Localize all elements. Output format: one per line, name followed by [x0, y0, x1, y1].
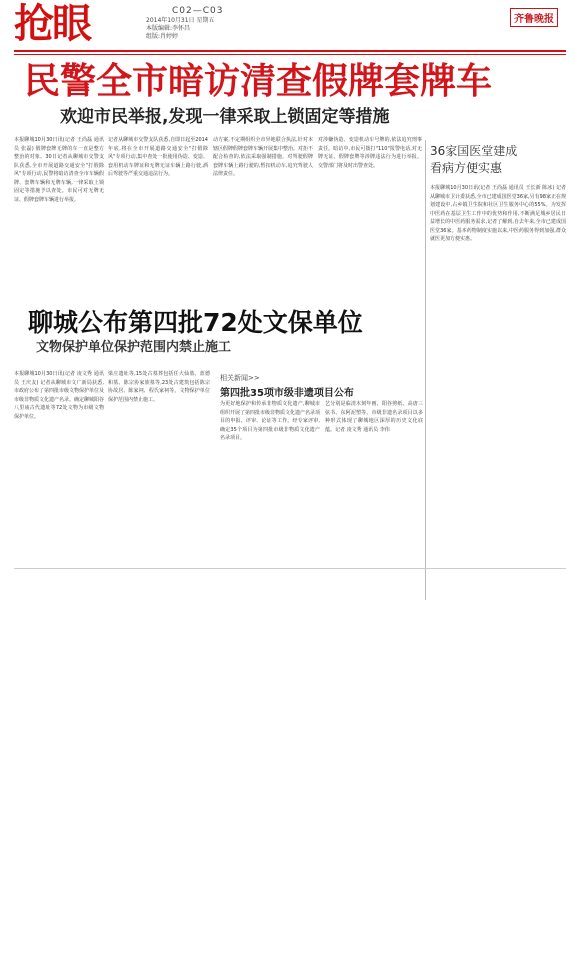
side-article-headline: 36家国医堂建成 看病方便实惠: [430, 144, 518, 175]
article1-column-4: 对涉嫌伪造、变造机动车号牌的,依法追究刑事责任。暗访中,市民可拨打"110"报警电话,对无牌无证、假牌套牌等涉牌违法行为进行举报。交警部门将及时出警查处。: [318, 137, 422, 169]
newspaper-logo: 齐鲁晚报: [510, 8, 558, 27]
article2-subhead: 文物保护单位保护范围内禁止施工: [36, 340, 232, 355]
masthead-rule: [14, 50, 566, 52]
article1-subhead: 欢迎市民举报,发现一律采取上锁固定等措施: [60, 107, 390, 127]
related-news-title: 第四批35项市级非遗项目公布: [220, 388, 354, 399]
article1-column-3: 动方案,不定期组织全市异地联合执法,针对本辖区假牌假牌套牌车辆开展集中整治。对拒不配合检查的,依法采取强制措施。对驾驶假牌套牌车辆上路行驶的,暂扣机动车,追究驾驶人法律责任。: [213, 137, 313, 177]
related-column-1: 为更好地保护和传承非物质文化遗产,聊城市组织开展了第四批市级非物质文化遗产名录项目的申报、评审、论证等工作。经专家评审,确定35个项目为第四批市级非物质文化遗产名录项目。: [220, 401, 320, 441]
column-divider: [425, 140, 426, 600]
article1-headline: 民警全市暗访清查假牌套牌车: [24, 61, 493, 102]
bottom-rule: [14, 568, 566, 569]
page-numbers: C02—C03: [172, 6, 224, 16]
article2-column-2: 梁庄遗址等,15处古墓葬包括任大仙墓、蓝德和墓、陈宗协家族墓等,23处古建筑包括陈宗协故居、陈家祠、程氏家祠等。文物保护单位保护范围内禁止施工。: [108, 371, 210, 403]
side-article-body: 本报聊城10月30日讯(记者 王尚磊 通讯员 王长新 陈冰) 记者从聊城市卫计委获悉,全市已建成国医堂36家,另有98家正在规划建设中,占乡镇卫生院和社区卫生服务中心的55%。为发挥中医药在基层卫生工作中的优势和作用,不断满足城乡居民日益增长的中医药服务需求,记者了解到,自去年来,全市已建成国医堂36家。基本药物制度实施以来,中医药服务得到加强,群众就医更加方便实惠。: [430, 185, 566, 242]
editor-credit: 本版编辑:李怀昌: [146, 25, 191, 32]
article2-headline: 聊城公布第四批72处文保单位: [28, 308, 363, 337]
related-news-label: 相关新闻>>: [220, 374, 260, 382]
issue-date: 2014年10月31日 星期五: [146, 17, 215, 24]
designer-credit: 组版:肖婷婷: [146, 33, 179, 40]
article1-column-1: 本报聊城10月30日讯(记者 王尚磊 通讯员 张磊) 假牌套牌无牌的车一直是整方整治的对象。30日记者从聊城市交警支队获悉,全市开展道路交通安全"打假除风"专项行动,民警将暗访清查全市车辆假牌、套牌车辆和无牌车辆,一律采取上锁固定等措施予以查处。市民可对无牌无证、假牌套牌车辆进行举报。: [14, 137, 104, 203]
article2-column-1: 本报聊城10月30日讯(记者 凌文秀 通讯员 王庆友) 记者从聊城市文广新局获悉,市政府公布了第四批市级文物保护单位及市级非物质文化遗产名录。确定聊城阳谷八里庙古代遗址等72处文物为市级文物保护单位。: [14, 371, 104, 420]
article1-column-2: 记者从聊城市交警支队获悉,自即日起至2014年底,将在全市开展道路交通安全"打假除风"专项行动,集中查处一批使用伪造、变造、套用机动车牌证和无牌无证车辆上路行驶,酒后驾驶等严重交通违法行为。: [108, 137, 208, 177]
masthead-title: 抢眼: [14, 1, 90, 47]
related-column-2: 艺分别是临清木刻年画、阳谷剪纸、高唐三弦书、东阿泥塑等。市级非遗名录项目以多种形式体现了聊城地区深厚的历史文化底蕴。记者 凌文秀 通讯员 李伟: [325, 401, 423, 433]
masthead-rule-thin: [14, 54, 566, 55]
